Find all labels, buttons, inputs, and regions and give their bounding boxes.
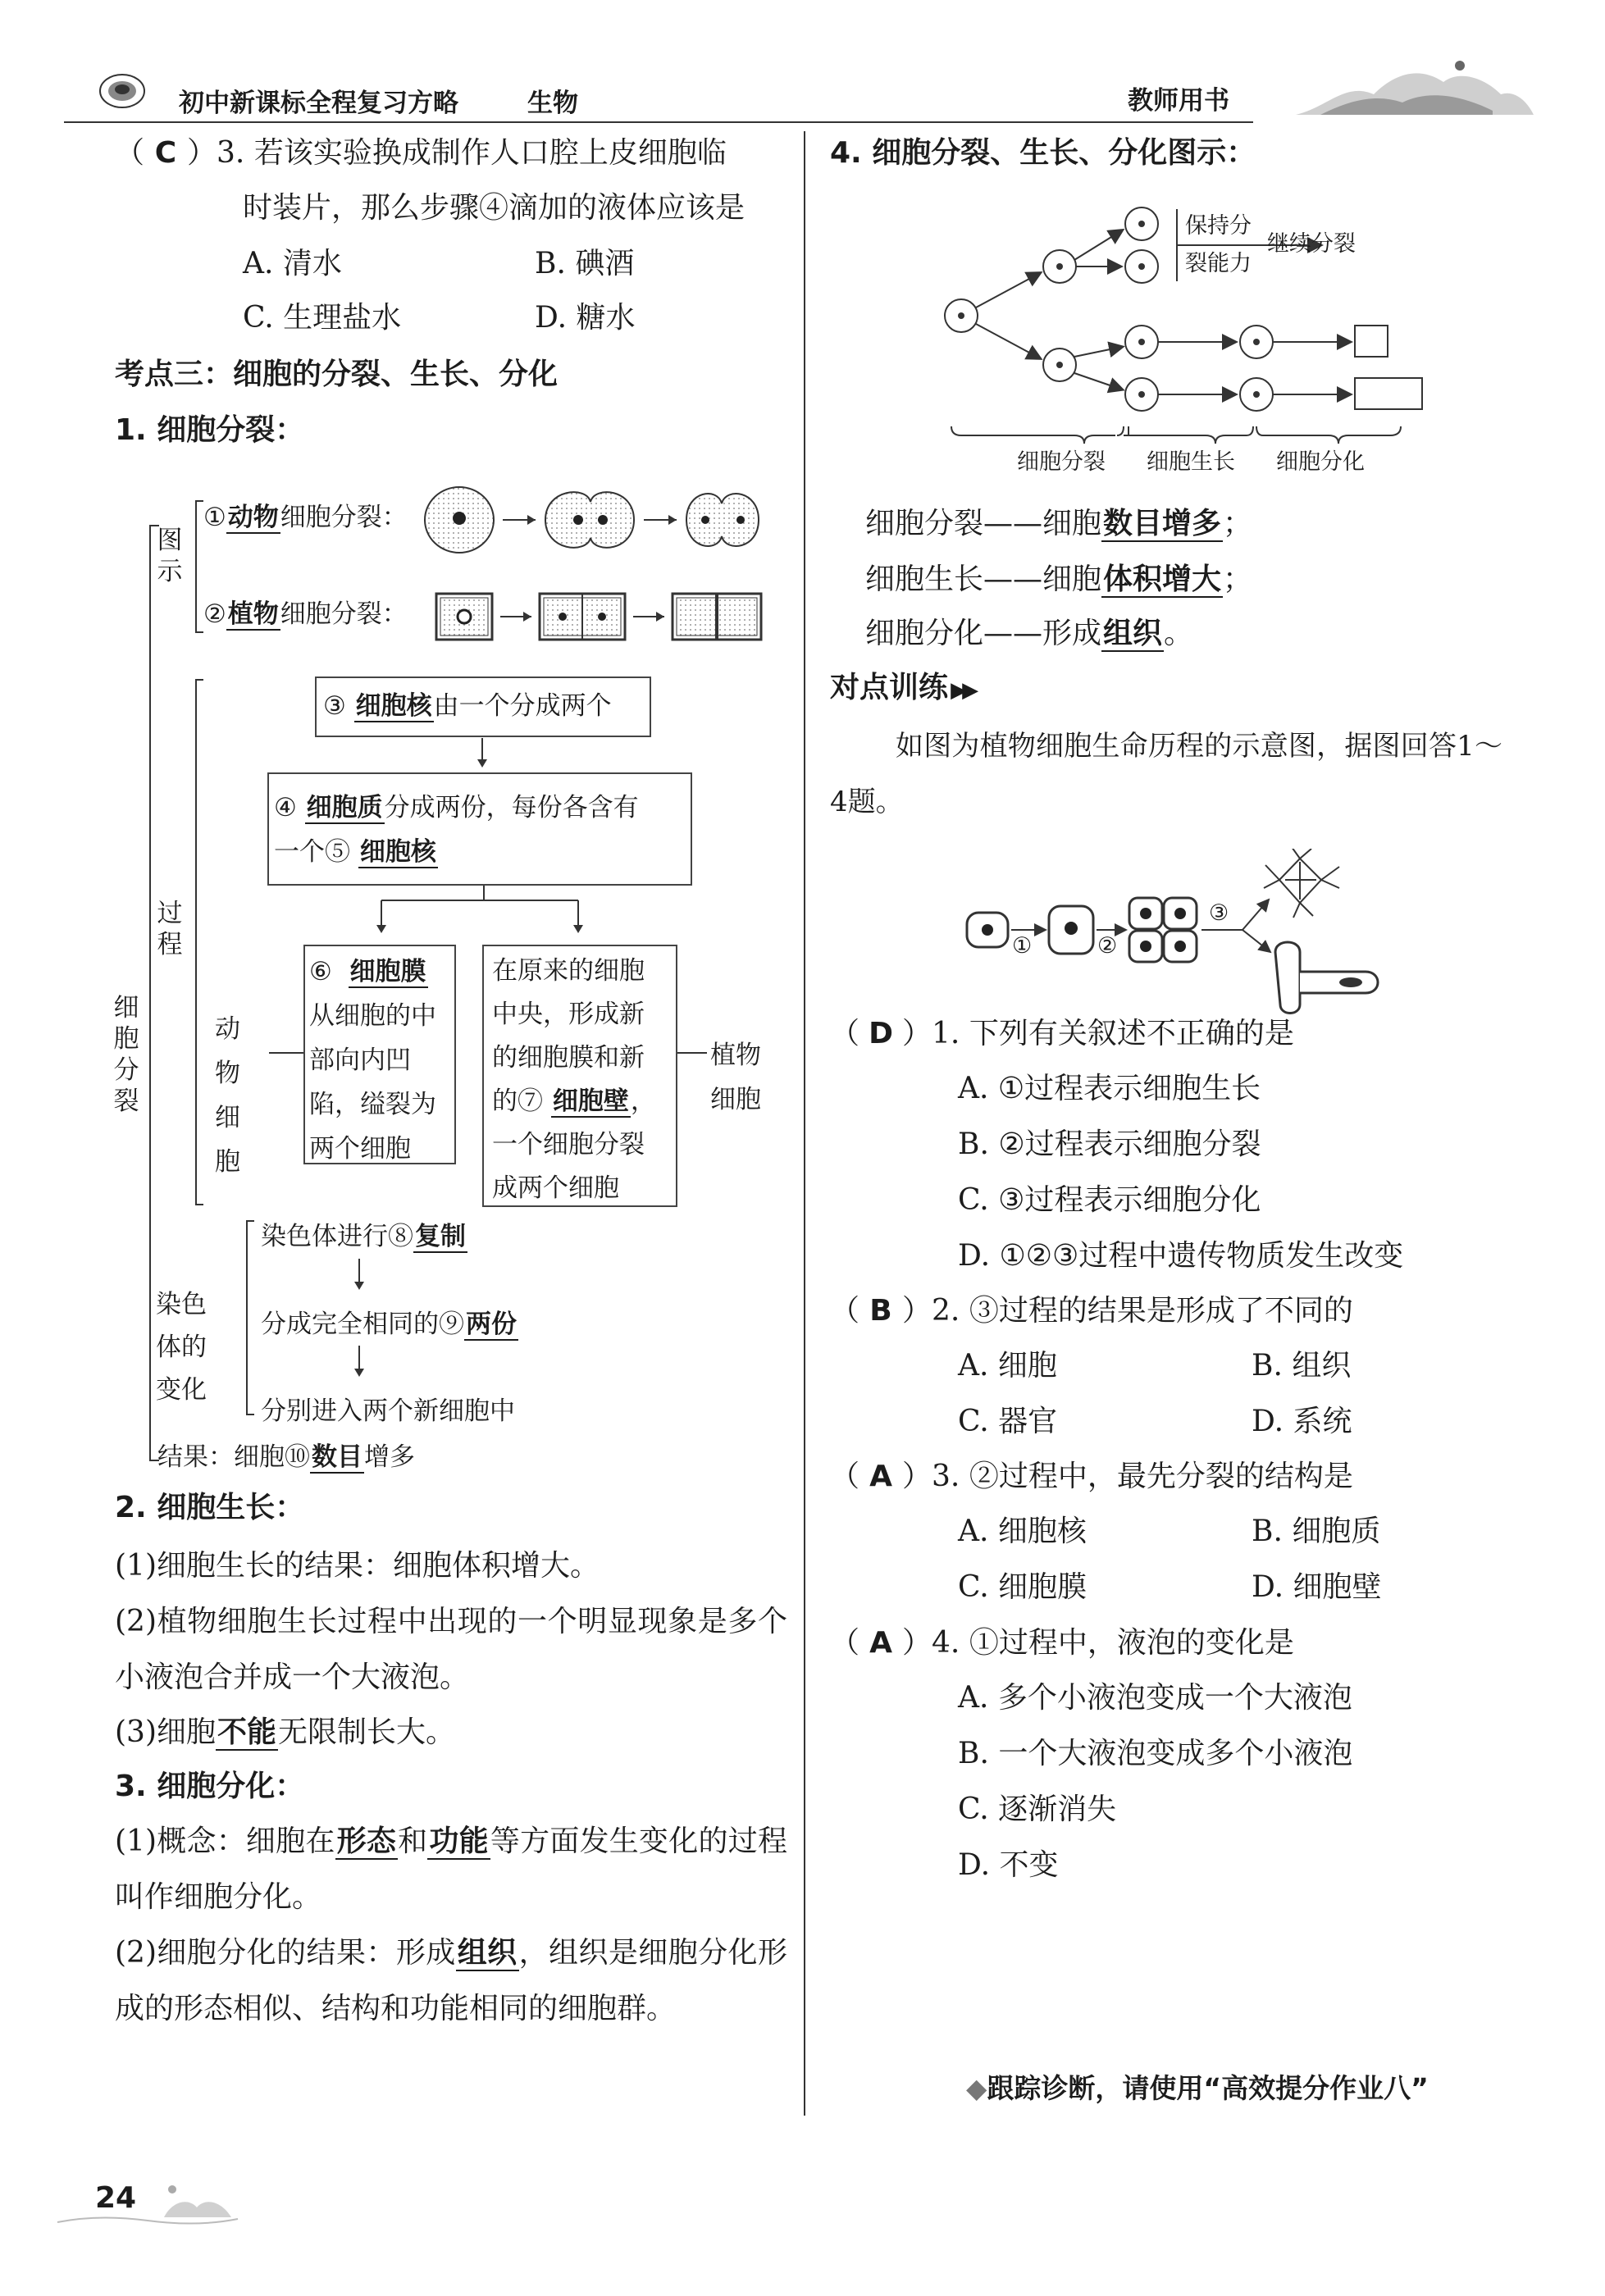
q1-option-b: B. ②过程表示细胞分裂 — [958, 1128, 1261, 1161]
arrow-down — [474, 738, 490, 771]
q2-option-c: C. 器官 — [958, 1405, 1058, 1438]
division-result: 结果：细胞⑩数目增多 — [157, 1442, 415, 1472]
animal-cell-side-label: 动物细胞 — [215, 1014, 240, 1177]
fig-label-differentiation: 细胞分化 — [1276, 449, 1365, 475]
chromosome-bracket — [246, 1220, 248, 1414]
diagram-bracket — [195, 500, 197, 631]
q4-option-b: B. 一个大液泡变成多个小液泡 — [958, 1737, 1353, 1770]
plant-cell-division-illustration — [433, 589, 765, 646]
kp3-title: 考点三：细胞的分裂、生长、分化 — [115, 358, 559, 391]
answer-2: B — [869, 1294, 892, 1328]
s2-para2: (2)植物细胞生长过程中出现的一个明显现象是多个小液泡合并成一个大液泡。 — [115, 1605, 787, 1694]
mountain-decoration — [1296, 49, 1534, 123]
q1-option-c: C. ③过程表示细胞分化 — [958, 1183, 1261, 1217]
book-title: 初中新课标全程复习方略 — [179, 89, 458, 118]
training-title: 对点训练 ▶▶ — [830, 671, 974, 704]
box-cytoplasm-line1: ④ 细胞质分成两份，每份各含有 — [274, 793, 639, 822]
animal-division-label: ①动物细胞分裂： — [203, 503, 408, 532]
s2-para1: (1)细胞生长的结果：细胞体积增大。 — [115, 1549, 600, 1583]
map-root-label: 细胞分裂 — [113, 993, 139, 1116]
arrow-down — [351, 1346, 367, 1382]
box-cytoplasm-divides — [267, 772, 692, 886]
q2-option-d: D. 系统 — [1252, 1405, 1352, 1438]
q3-option-b: B. 细胞质 — [1252, 1515, 1381, 1548]
main-bracket — [149, 525, 151, 1460]
option-d: D. 糖水 — [535, 301, 636, 335]
q3-option-d: D. 细胞壁 — [1252, 1570, 1382, 1604]
chromosome-label: 染色体的变化 — [156, 1290, 207, 1405]
column-divider — [804, 131, 805, 2116]
answer-1: D — [869, 1017, 893, 1050]
plant-division-label: ②植物细胞分裂： — [203, 599, 408, 629]
fig-keep-line2: 裂能力 — [1185, 251, 1252, 276]
publisher-logo — [98, 72, 146, 110]
option-a: A. 清水 — [243, 247, 342, 280]
q2-option-a: A. 细胞 — [958, 1349, 1057, 1383]
double-chevron-icon: ▶▶ — [948, 678, 974, 703]
q2-option-b: B. 组织 — [1252, 1349, 1352, 1383]
animal-cell-division-illustration — [422, 482, 767, 558]
fig-label-division: 细胞分裂 — [1017, 449, 1106, 475]
process-label: 过程 — [157, 899, 183, 959]
diamond-icon: ◆ — [966, 2072, 987, 2104]
fig-label-growth: 细胞生长 — [1147, 449, 1235, 475]
box-nucleus-text: ③ 细胞核由一个分成两个 — [323, 691, 612, 721]
q3-option-c: C. 细胞膜 — [958, 1570, 1087, 1604]
s2-para3: (3)细胞不能无限制长大。 — [115, 1715, 456, 1749]
fig-step-3: ③ — [1209, 900, 1229, 926]
edition-label: 教师用书 — [1128, 86, 1229, 116]
header-rule — [64, 121, 1253, 123]
question-3: （ A ）3. ②过程中，最先分裂的结构是 — [830, 1460, 1353, 1493]
question-q3-stem-line2: 时装片，那么步骤④滴加的液体应该是 — [243, 191, 746, 225]
fig-continue: 继续分裂 — [1267, 231, 1356, 257]
q1-option-a: A. ①过程表示细胞生长 — [958, 1072, 1261, 1105]
arrow-down — [351, 1259, 367, 1295]
option-c: C. 生理盐水 — [243, 301, 402, 335]
page-number: 24 — [95, 2181, 137, 2215]
branch-arrows — [369, 886, 599, 943]
process-bracket — [195, 679, 197, 1204]
option-b: B. 碘酒 — [535, 247, 635, 280]
s2-title: 2. 细胞生长： — [115, 1491, 305, 1524]
question-1: （ D ）1. 下列有关叙述不正确的是 — [830, 1017, 1294, 1050]
training-intro: 如图为植物细胞生命历程的示意图，据图回答1～4题。 — [830, 730, 1502, 818]
question-4: （ A ）4. ①过程中，液泡的变化是 — [830, 1626, 1294, 1660]
answer-3: A — [869, 1460, 892, 1493]
question-2: （ B ）2. ③过程的结果是形成了不同的 — [830, 1294, 1353, 1328]
footer-note: ◆跟踪诊断，请使用“高效提分作业八” — [966, 2072, 1429, 2104]
answer-4: A — [869, 1626, 892, 1660]
q1-option-d: D. ①②③过程中遗传物质发生改变 — [958, 1239, 1404, 1273]
question-q3-stem: （ C ）3. 若该实验换成制作人口腔上皮细胞临 — [115, 136, 727, 170]
chromosome-step3: 分别进入两个新细胞中 — [261, 1396, 515, 1426]
footer-mountain-decoration — [49, 2165, 246, 2239]
box-plant-wall-text: 在原来的细胞 中央，形成新 的细胞膜和新 的⑦ 细胞壁， 一个细胞分裂 成两个细胞 — [492, 956, 656, 1203]
q3-option-a: A. 细胞核 — [958, 1515, 1087, 1548]
q4-option-c: C. 逐渐消失 — [958, 1793, 1117, 1826]
diagram-label: 图示 — [157, 526, 183, 586]
plant-cell-side-label: 植物细胞 — [710, 1041, 761, 1114]
box-cytoplasm-line2: 一个⑤ 细胞核 — [274, 837, 436, 867]
s3-title: 3. 细胞分化： — [115, 1770, 305, 1803]
summary-growth: 细胞生长——细胞体积增大； — [865, 563, 1253, 596]
s4-title: 4. 细胞分裂、生长、分化图示： — [830, 136, 1256, 170]
summary-differentiation: 细胞分化——形成组织。 — [865, 617, 1194, 650]
subject-label: 生物 — [527, 89, 578, 118]
answer-c: C — [154, 136, 177, 170]
chromosome-step2: 分成完全相同的⑨两份 — [261, 1310, 517, 1339]
s3-para2: (2)细胞分化的结果：形成组织，组织是细胞分化形成的形态相似、结构和功能相同的细胞群。 — [115, 1936, 787, 2025]
q4-option-a: A. 多个小液泡变成一个大液泡 — [958, 1681, 1352, 1715]
fig-keep-line1: 保持分 — [1185, 213, 1252, 239]
chromosome-step1: 染色体进行⑧复制 — [261, 1222, 466, 1251]
q4-option-d: D. 不变 — [958, 1848, 1059, 1882]
fig-step-1: ① — [1012, 933, 1033, 959]
s3-para1: (1)概念：细胞在形态和功能等方面发生变化的过程叫作细胞分化。 — [115, 1824, 787, 1914]
s1-title: 1. 细胞分裂： — [115, 413, 305, 447]
summary-division: 细胞分裂——细胞数目增多； — [865, 507, 1253, 540]
box-animal-membrane-text: ⑥ 细胞膜 从细胞的中 部向内凹 陷，缢裂为 两个细胞 — [309, 957, 436, 1164]
fig-step-2: ② — [1097, 933, 1118, 959]
